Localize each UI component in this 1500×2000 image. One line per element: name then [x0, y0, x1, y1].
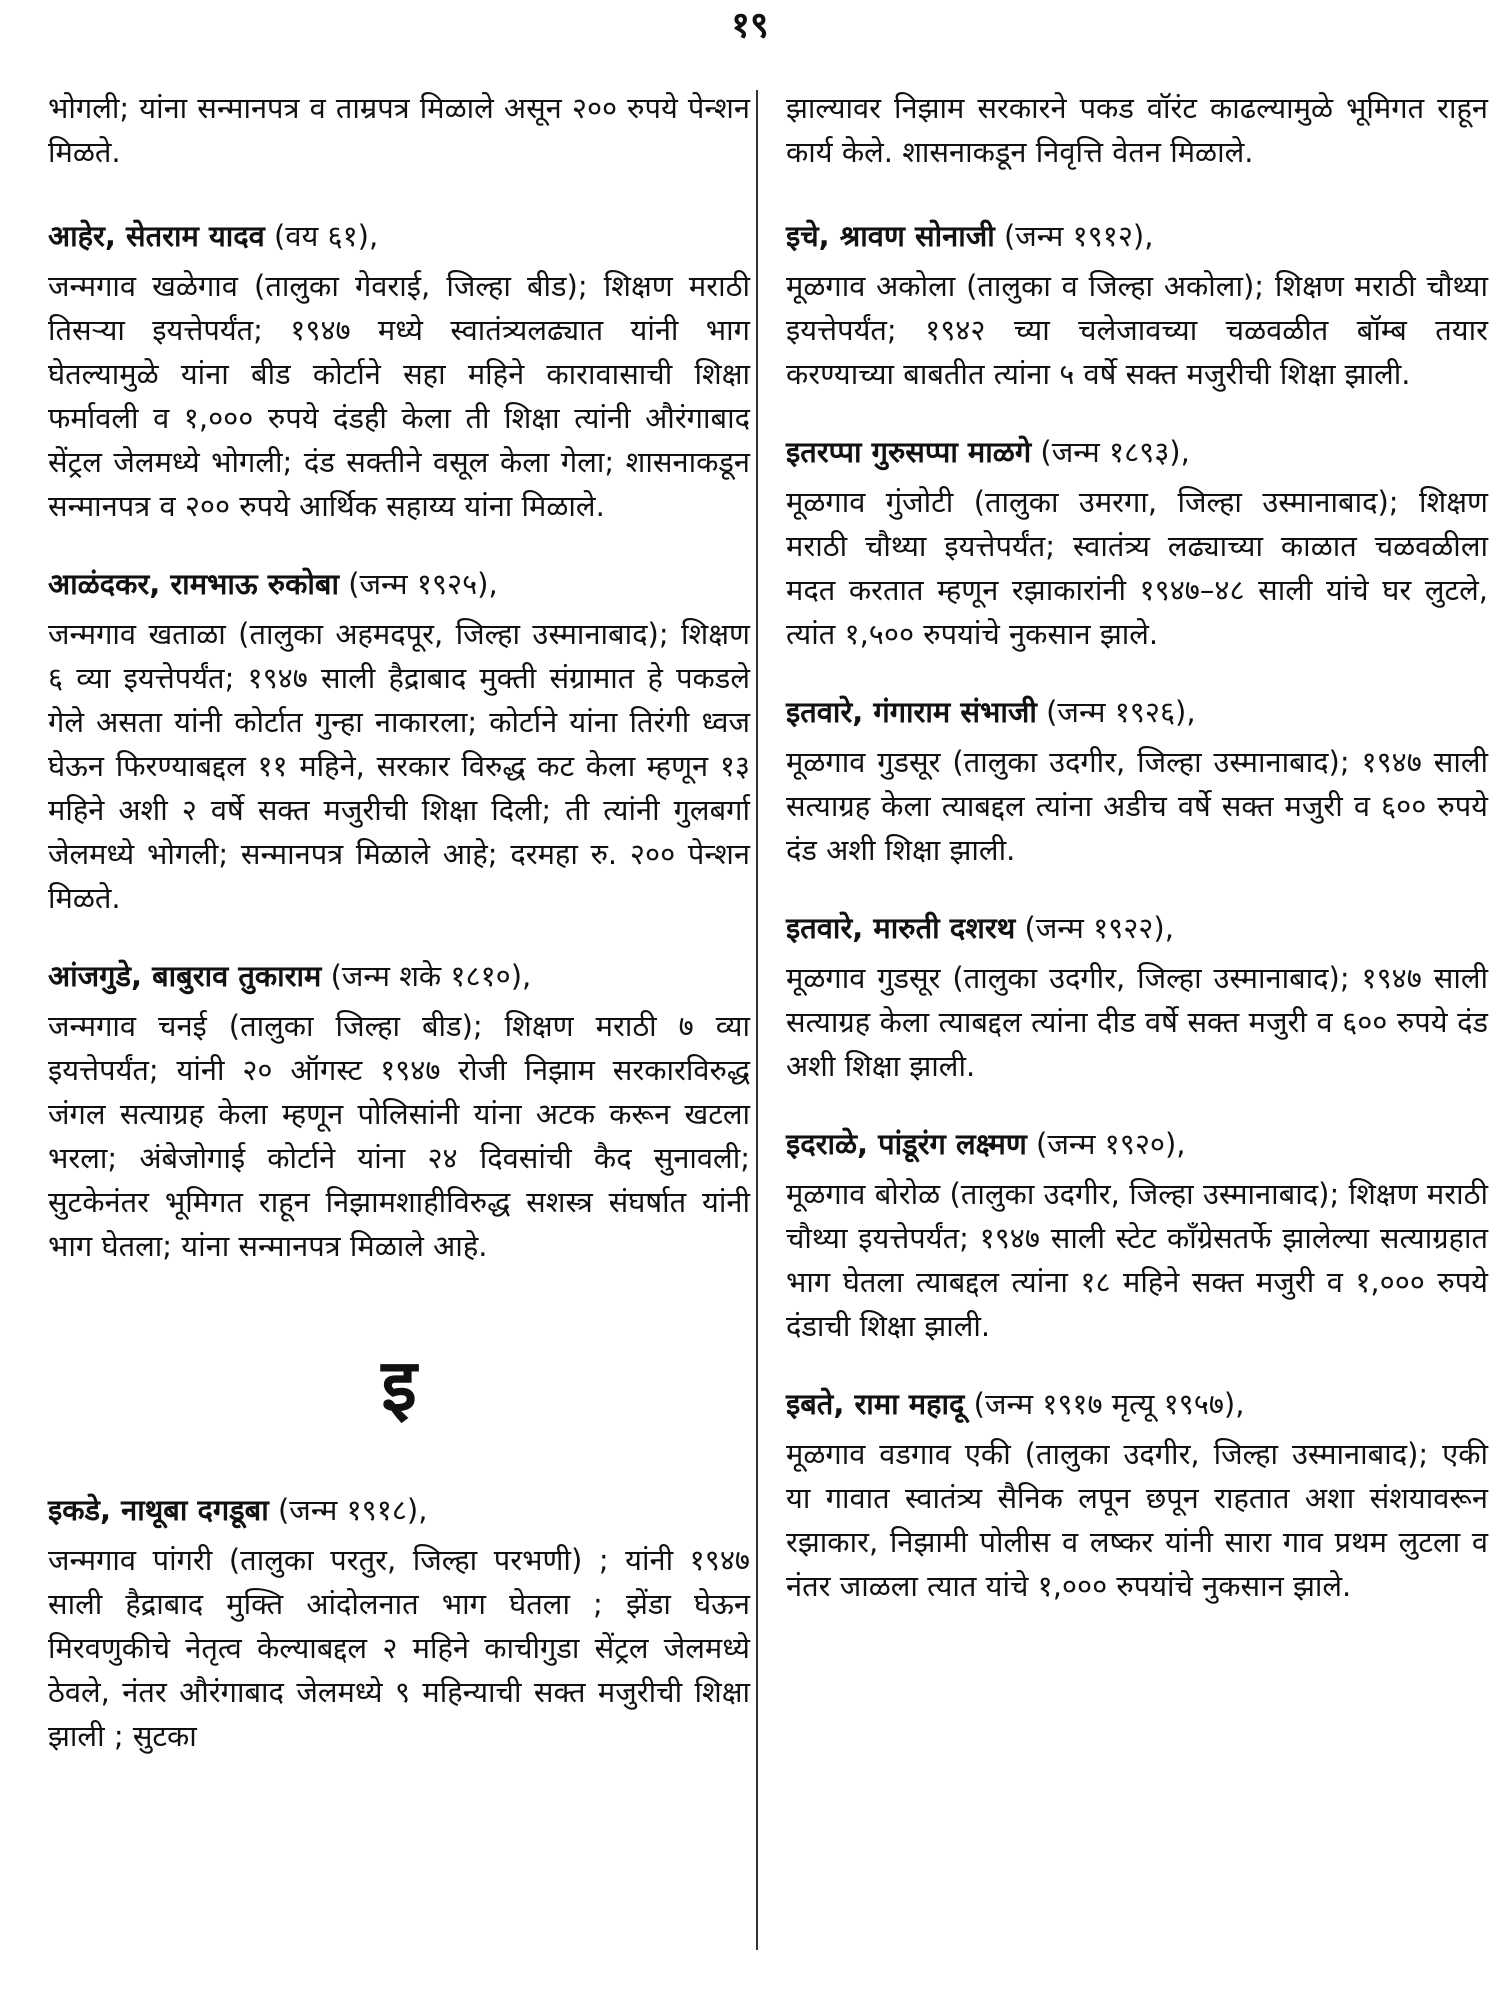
column-divider — [756, 90, 758, 1950]
entry-name: आहेर, सेतराम यादव — [48, 219, 265, 253]
entry-name: आंजगुडे, बाबुराव तुकाराम — [48, 959, 322, 993]
entry-text: जन्मगाव चनई (तालुका जिल्हा बीड); शिक्षण मराठी ७ व्या इयत्तेपर्यंत; यांनी २० ऑगस्ट १९४७ रोजी निझाम सरकारविरुद्ध जंगल सत्याग्रह केला म्हणून पोलिसांनी यांना अटक करून खटला भरला; अंबेजोगाई कोर्टाने यांना २४ दिवसांची कैद सुनावली; सुटकेनंतर भूमिगत राहून निझामशाहीविरुद्ध सशस्त्र संघर्षात यांनी भाग घेतला; यांना सन्मानपत्र मिळाले आहे. — [48, 1009, 750, 1263]
entry-heading — [48, 562, 750, 606]
entry-name: इकडे, नाथूबा दगडूबा — [48, 1493, 269, 1527]
entry-meta: (वय ६१), — [274, 219, 379, 253]
entry-aher — [48, 214, 750, 528]
entry-name: इतवारे, मारुती दशरथ — [786, 911, 1016, 945]
entry-name: आळंदकर, रामभाऊ रुकोबा — [48, 567, 339, 601]
entry-text: जन्मगाव पांगरी (तालुका परतुर, जिल्हा परभणी) ; यांनी १९४७ साली हैद्राबाद मुक्ति आंदोलनात भाग घेतला ; झेंडा घेऊन मिरवणुकीचे नेतृत्व केल्याबद्दल २ महिने काचीगुडा सेंट्रल जेलमध्ये ठेवले, नंतर औरंगाबाद जेलमध्ये ९ महिन्याची सक्त मजुरीची शिक्षा झाली ; सुटका — [48, 1543, 750, 1753]
entry-name: इबते, रामा महादू — [786, 1387, 965, 1421]
entry-heading — [786, 690, 1488, 734]
entry-heading — [48, 214, 750, 258]
continuation-text: झाल्यावर निझाम सरकारने पकड वॉरंट काढल्यामुळे भूमिगत राहून कार्य केले. शासनाकडून निवृत्ति वेतन मिळाले. — [786, 91, 1488, 169]
entry-idrale — [786, 1122, 1488, 1348]
entry-itware-maruti — [786, 906, 1488, 1088]
entry-alandkar — [48, 562, 750, 920]
entry-ibate — [786, 1382, 1488, 1608]
entry-text: मूळगाव गुंजोटी (तालुका उमरगा, जिल्हा उस्मानाबाद); शिक्षण मराठी चौथ्या इयत्तेपर्यंत; स्वातंत्र्य लढ्याच्या काळात चळवळीला मदत करतात म्हणून रझाकारांनी १९४७–४८ साली यांचे घर लुटले, त्यांत १,५०० रुपयांचे नुकसान झाले. — [786, 485, 1488, 651]
entry-text: मूळगाव गुडसूर (तालुका उदगीर, जिल्हा उस्मानाबाद); १९४७ साली सत्याग्रह केला त्याबद्दल त्यांना अडीच वर्षे सक्त मजुरी व ६०० रुपये दंड अशी शिक्षा झाली. — [786, 745, 1488, 867]
entry-text: मूळगाव बोरोळ (तालुका उदगीर, जिल्हा उस्मानाबाद); शिक्षण मराठी चौथ्या इयत्तेपर्यंत; १९४७ साली स्टेट कॉंग्रेसतर्फे झालेल्या सत्याग्रहात भाग घेतला त्याबद्दल त्यांना १८ महिने सक्त मजुरी व १,००० रुपये दंडाची शिक्षा झाली. — [786, 1177, 1488, 1343]
entry-itarappa — [786, 430, 1488, 656]
entry-heading — [786, 1122, 1488, 1166]
entry-text: जन्मगाव खताळा (तालुका अहमदपूर, जिल्हा उस्मानाबाद); शिक्षण ६ व्या इयत्तेपर्यंत; १९४७ साली हैद्राबाद मुक्ती संग्रामात हे पकडले गेले असता यांनी कोर्टात गुन्हा नाकारला; कोर्टाने यांना तिरंगी ध्वज घेऊन फिरण्याबद्दल ११ महिने, सरकार विरुद्ध कट केला म्हणून १३ महिने अशी २ वर्षे सक्त मजुरीची शिक्षा दिली; ती त्यांनी गुलबर्गा जेलमध्ये भोगली; सन्मानपत्र मिळाले आहे; दरमहा रु. २०० पेन्शन मिळते. — [48, 617, 750, 915]
entry-text: मूळगाव गुडसूर (तालुका उदगीर, जिल्हा उस्मानाबाद); १९४७ साली सत्याग्रह केला त्याबद्दल त्यांना दीड वर्षे सक्त मजुरी व ६०० रुपये दंड अशी शिक्षा झाली. — [786, 961, 1488, 1083]
entry-meta: (जन्म शके १८१०), — [330, 959, 532, 993]
entry-text: मूळगाव वडगाव एकी (तालुका उदगीर, जिल्हा उस्मानाबाद); एकी या गावात स्वातंत्र्य सैनिक लपून छपून राहतात अशा संशयावरून रझाकार, निझामी पोलीस व लष्कर यांनी सारा गाव प्रथम लुटला व नंतर जाळला त्यात यांचे १,००० रुपयांचे नुकसान झाले. — [786, 1437, 1488, 1603]
entry-name: इदराळे, पांडूरंग लक्ष्मण — [786, 1127, 1027, 1161]
entry-meta: (जन्म १९२२), — [1024, 911, 1174, 945]
entry-heading — [786, 1382, 1488, 1426]
continuation-text: भोगली; यांना सन्मानपत्र व ताम्रपत्र मिळाले असून २०० रुपये पेन्शन मिळते. — [48, 91, 750, 169]
entry-iche — [786, 214, 1488, 396]
entry-name: इतवारे, गंगाराम संभाजी — [786, 695, 1037, 729]
section-letter: इ — [381, 1343, 417, 1427]
entry-text: मूळगाव अकोला (तालुका व जिल्हा अकोला); शिक्षण मराठी चौथ्या इयत्तेपर्यंत; १९४२ च्या चलेजावच्या चळवळीत बॉम्ब तयार करण्याच्या बाबतीत त्यांना ५ वर्षे सक्त मजुरीची शिक्षा झाली. — [786, 269, 1488, 391]
entry-name: इचे, श्रावण सोनाजी — [786, 219, 995, 253]
right-column — [786, 86, 1488, 1642]
page-number: १९ — [731, 5, 769, 46]
entry-anjagude — [48, 954, 750, 1268]
entry-meta: (जन्म १९१८), — [277, 1493, 428, 1527]
entry-heading — [48, 1488, 750, 1532]
entry-text: जन्मगाव खळेगाव (तालुका गेवराई, जिल्हा बीड); शिक्षण मराठी तिसऱ्या इयत्तेपर्यंत; १९४७ मध्ये स्वातंत्र्यलढ्यात यांनी भाग घेतल्यामुळे यांना बीड कोर्टाने सहा महिने कारावासाची शिक्षा फर्मावली व १,००० रुपये दंडही केला ती शिक्षा त्यांनी औरंगाबाद सेंट्रल जेलमध्ये भोगली; दंड सक्तीने वसूल केला गेला; शासनाकडून सन्मानपत्र व २०० रुपये आर्थिक सहाय्य यांना मिळाले. — [48, 269, 750, 523]
entry-heading — [48, 954, 750, 998]
entry-ikade — [48, 1488, 750, 1758]
entry-heading — [786, 214, 1488, 258]
entry-itware-gangaram — [786, 690, 1488, 872]
left-column — [48, 86, 750, 1792]
entry-meta: (जन्म १८९३), — [1040, 435, 1190, 469]
entry-heading — [786, 430, 1488, 474]
entry-meta: (जन्म १९२६), — [1046, 695, 1196, 729]
entry-meta: (जन्म १९२०), — [1036, 1127, 1186, 1161]
entry-heading — [786, 906, 1488, 950]
entry-meta: (जन्म १९१२), — [1003, 219, 1154, 253]
entry-name: इतरप्पा गुरुसप्पा माळगे — [786, 435, 1032, 469]
entry-meta: (जन्म १९१७ मृत्यू १९५७), — [973, 1387, 1245, 1421]
entry-meta: (जन्म १९२५), — [348, 567, 498, 601]
